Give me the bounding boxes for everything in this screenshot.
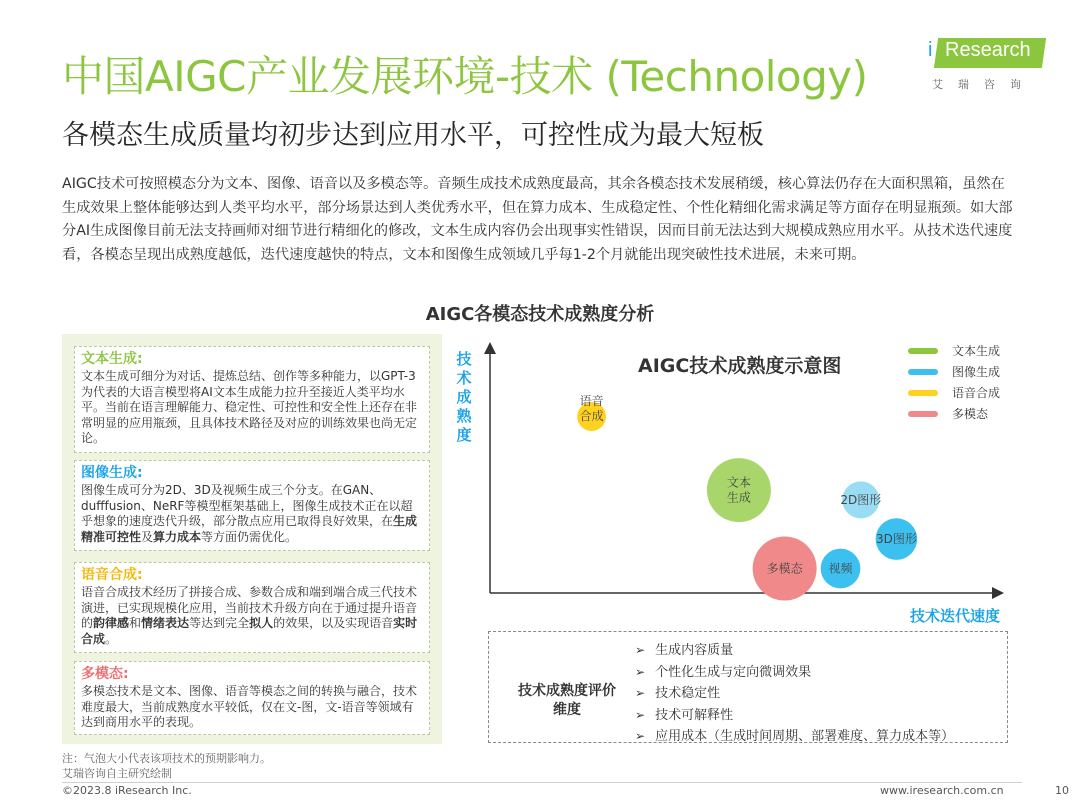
evaluation-item: ➢ 技术稳定性 (635, 683, 954, 705)
card-text-bold: 生成精准可控性 (81, 514, 418, 544)
card-text-generation (74, 346, 430, 453)
legend-item-1 (908, 361, 1000, 382)
footer-website: www.iresearch.com.cn (880, 784, 1004, 797)
chart-legend (908, 340, 1000, 424)
bubble-label-2: 2D图形 (840, 492, 882, 507)
card-text-bold: 实时合成 (81, 616, 418, 646)
modality-description-panel (62, 334, 442, 744)
legend-label: 语音合成 (952, 386, 1001, 400)
bubble-label-5: 视频 (828, 561, 853, 576)
logo-i: i (928, 39, 933, 61)
note-line: 艾瑞咨询自主研究绘制 (62, 767, 172, 780)
card-text-bold: 韵律感 (93, 616, 130, 630)
card-text (81, 483, 423, 545)
card-text-part: 及 (141, 529, 154, 544)
card-title: 语音合成: (81, 567, 143, 583)
card-title: 文本生成: (81, 351, 143, 367)
card-title: 图像生成: (81, 465, 143, 481)
bubble-label-1: 生成 (726, 490, 751, 505)
bubble-label-4: 多模态 (766, 561, 803, 576)
note-line: 注：气泡大小代表该项技术的预期影响力。 (62, 752, 271, 765)
chart-y-axis-title: 技术成熟度 (456, 350, 472, 444)
logo-subtext: 艾瑞咨询 (932, 78, 1036, 91)
card-text-part: 等达到完全 (189, 616, 250, 630)
legend-swatch (908, 390, 938, 396)
legend-label: 多模态 (952, 407, 989, 421)
chart-note (62, 751, 271, 781)
chart-title: AIGC技术成熟度示意图 (638, 355, 842, 377)
evaluation-item: ➢ 技术可解释性 (635, 705, 954, 727)
card-text-part: 图像生成可分为2D、3D及视频生成三个分支。在GAN、dufffusion、NeRF等模型框架基础上，图像生成技术正在以超乎想象的速度迭代升级，部分散点应用已取得良好效果，在 (81, 483, 413, 528)
page-title: 中国AIGC产业发展环境-技术 (Technology) (62, 52, 868, 101)
legend-label: 图像生成 (952, 365, 1001, 379)
evaluation-item: ➢ 应用成本（生成时间周期、部署难度、算力成本等） (635, 726, 954, 748)
legend-item-2 (908, 382, 1000, 403)
bubble-label-3: 3D图形 (875, 532, 917, 547)
iresearch-logo (928, 36, 1048, 96)
footer-copyright: ©2023.8 iResearch Inc. (62, 784, 192, 797)
bubble-label-1: 文本 (726, 475, 751, 490)
card-text-bold: 拟人 (249, 616, 274, 630)
card-text-part: 。 (105, 631, 118, 646)
evaluation-item: ➢ 生成内容质量 (635, 640, 954, 662)
evaluation-item: ➢ 个性化生成与定向微调效果 (635, 662, 954, 684)
bubble-label-0: 语音 (579, 394, 604, 409)
card-text-part: 和 (129, 616, 142, 630)
card-text: 文本生成可细分为对话、提炼总结、创作等多种能力，以GPT-3为代表的大语言模型将AI文本生成能力拉升至接近人类平均水平。当前在语言理解能力、稳定性、可控性和安全性上还存在非常明显的应用瓶颈，且具体技术路径及对应的训练效果也尚无定论。 (81, 369, 418, 445)
legend-label: 文本生成 (952, 344, 1001, 358)
card-text-part: 语音合成技术经历了拼接合成、参数合成和端到端合成三代技术演进，已实现规模化应用，当前技术升级方向在于通过提升语音的 (81, 585, 418, 630)
card-text-part: 的效果，以及实现语音 (273, 616, 394, 630)
legend-item-0 (908, 340, 1000, 361)
page-subtitle: 各模态生成质量均初步达到应用水平，可控性成为最大短板 (62, 120, 764, 151)
footer-divider (62, 782, 1022, 783)
evaluation-list (635, 640, 954, 748)
legend-swatch (908, 411, 938, 417)
card-multimodal (74, 661, 430, 735)
card-text-bold: 算力成本 (153, 529, 202, 544)
logo-text: Research (945, 39, 1031, 61)
bubble-label-0: 合成 (579, 409, 604, 424)
card-image-generation (74, 460, 430, 551)
chart-x-axis-title: 技术迭代速度 (910, 607, 1001, 625)
card-text (81, 585, 423, 647)
intro-paragraph: AIGC技术可按照模态分为文本、图像、语音以及多模态等。音频生成技术成熟度最高，其余各模态技术发展稍缓，核心算法仍存在大面积黑箱，虽然在生成效果上整体能够达到人类平均水平，部分场景达到人类优秀水平，但在算力成本、生成稳定性、个性化精细化需求满足等方面存在明显瓶颈。如大部分AI生成图像目前无法支持画师对细节进行精细化的修改，文本生成内容仍会出现事实性错误，因而目前无法达到大规模成熟应用水平。从技术迭代速度看，各模态呈现出成熟度越低，迭代速度越快的特点，文本和图像生成领域几乎每1-2个月就能出现突破性技术进展，未来可期。 (62, 176, 1013, 263)
bubble-group (577, 393, 917, 600)
card-text-part: 等方面仍需优化。 (201, 529, 298, 544)
section-title: AIGC各模态技术成熟度分析 (425, 304, 655, 325)
card-speech-synthesis (74, 562, 430, 653)
evaluation-label: 技术成熟度评价维度 (518, 683, 616, 718)
page-number: 10 (1055, 784, 1069, 797)
legend-swatch (908, 348, 938, 354)
legend-item-3 (908, 403, 1000, 424)
evaluation-box (488, 631, 1008, 743)
card-text-bold: 情绪表达 (141, 616, 190, 630)
card-text: 多模态技术是文本、图像、语音等模态之间的转换与融合，技术难度最大，当前成熟度水平较低，仅在文-图，文-语音等领域有达到商用水平的表现。 (81, 684, 418, 729)
legend-swatch (908, 369, 938, 375)
card-title: 多模态: (81, 666, 129, 682)
